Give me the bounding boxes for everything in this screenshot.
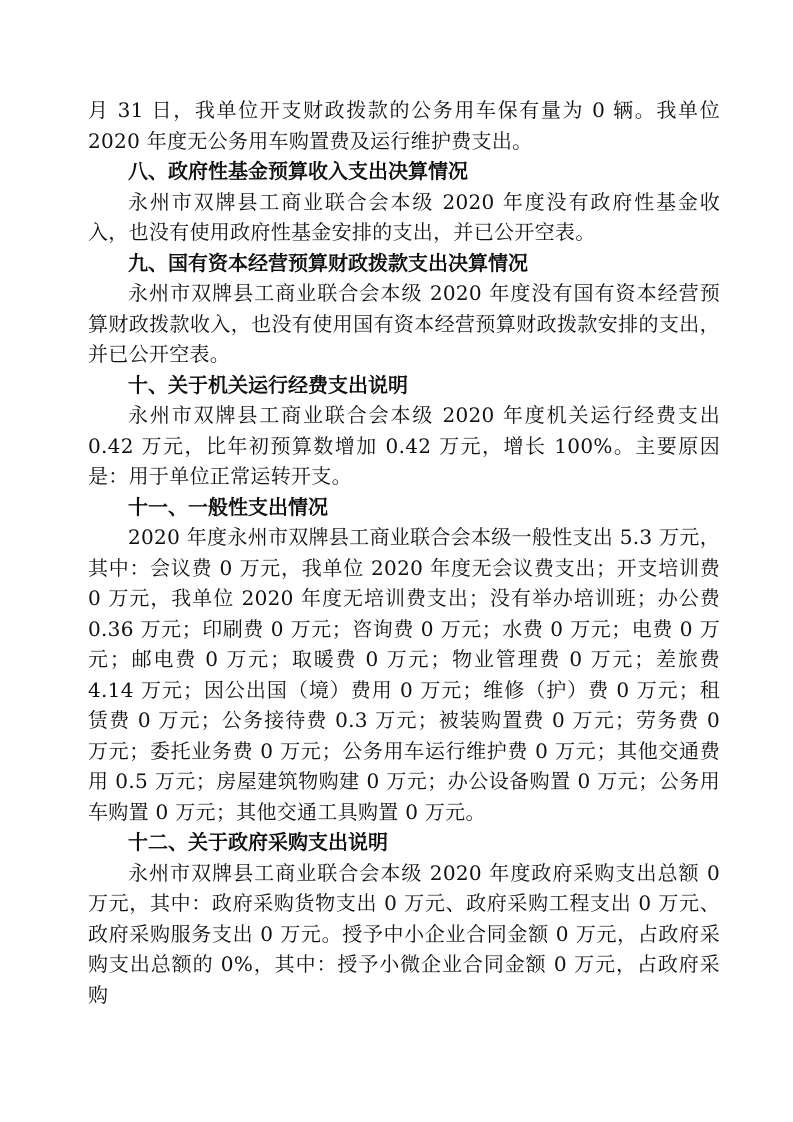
paragraph-procurement: 永州市双牌县工商业联合会本级 2020 年度政府采购支出总额 0 万元，其中：政府采购货物支出 0 万元、政府采购工程支出 0 万元、政府采购服务支出 0 万元。授予中小企业合同金额 0 万元，占政府采购支出总额的 0%，其中：授予小微企业合同金额 0 万元，占政府采购 bbox=[88, 860, 720, 1007]
paragraph-general-expenditure: 2020 年度永州市双牌县工商业联合会本级一般性支出 5.3 万元，其中：会议费 0 万元，我单位 2020 年度无会议费支出；开支培训费 0 万元，我单位 2020 年度无培训费支出；没有举办培训班；办公费 0.36 万元；印刷费 0 万元；咨询费 0 万元；水费 0 万元；电费 0 万元；邮电费 0 万元；取暖费 0 万元；物业管理费 0 万元；差旅费 4.14 万元；因公出国（境）费用 0 万元；维修（护）费 0 万元；租赁费 0 万元；公务接待费 0.3 万元；被装购置费 0 万元；劳务费 0 万元；委托业务费 0 万元；公务用车运行维护费 0 万元；其他交通费用 0.5 万元；房屋建筑物购建 0 万元；办公设备购置 0 万元；公务用车购置 0 万元；其他交通工具购置 0 万元。 bbox=[88, 525, 720, 824]
heading-state-capital: 九、国有资本经营预算财政拨款支出决算情况 bbox=[128, 250, 528, 275]
heading-government-fund: 八、政府性基金预算收入支出决算情况 bbox=[128, 159, 468, 183]
heading-operating-expenses: 十、关于机关运行经费支出说明 bbox=[128, 372, 408, 397]
paragraph-operating-expenses: 永州市双牌县工商业联合会本级 2020 年度机关运行经费支出 0.42 万元，比年初预算数增加 0.42 万元，增长 100%。主要原因是：用于单位正常运转开支。 bbox=[88, 403, 720, 488]
paragraph-vehicle-holdings: 月 31 日，我单位开支财政拨款的公务用车保有量为 0 辆。我单位 2020 年度无公务用车购置费及运行维护费支出。 bbox=[88, 98, 720, 153]
paragraph-government-fund: 永州市双牌县工商业联合会本级 2020 年度没有政府性基金收入，也没有使用政府性基金安排的支出，并已公开空表。 bbox=[88, 189, 720, 244]
paragraph-state-capital: 永州市双牌县工商业联合会本级 2020 年度没有国有资本经营预算财政拨款收入，也没有使用国有资本经营预算财政拨款安排的支出，并已公开空表。 bbox=[88, 281, 720, 366]
heading-procurement: 十二、关于政府采购支出说明 bbox=[128, 830, 388, 854]
heading-general-expenditure: 十一、一般性支出情况 bbox=[128, 494, 328, 519]
